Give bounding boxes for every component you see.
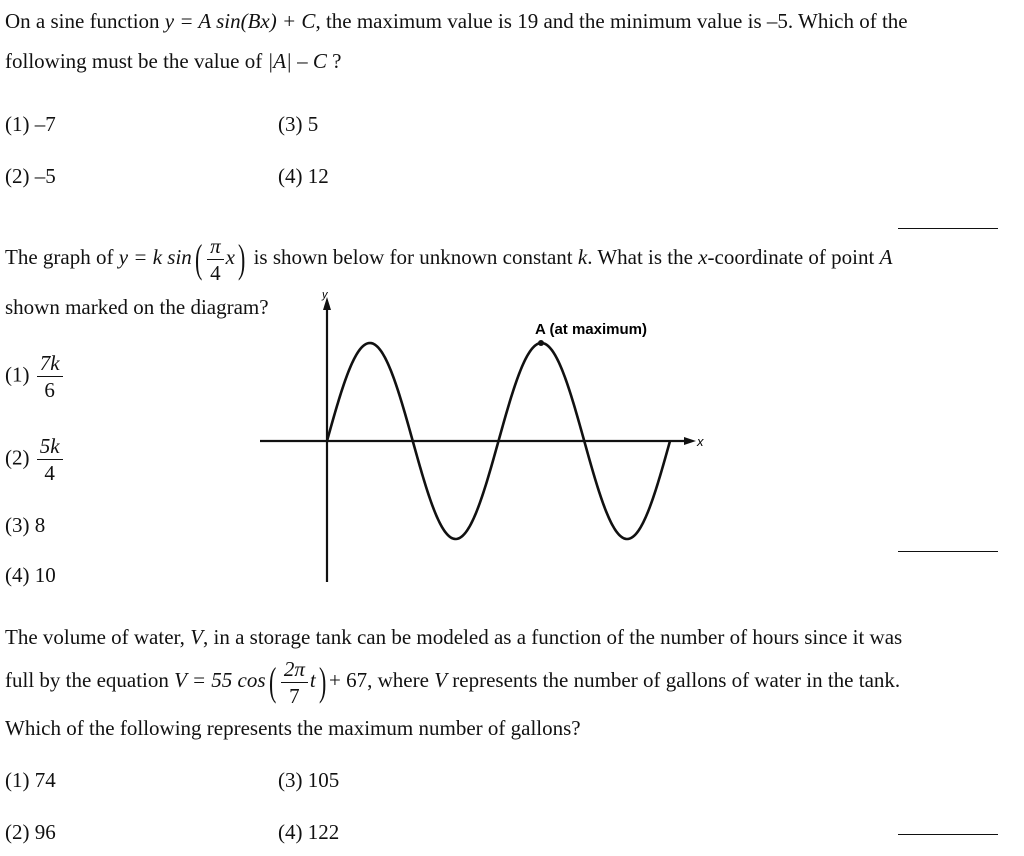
q1-choice-1: (1) –7 — [5, 112, 56, 136]
q3-choice-4: (4) 122 — [278, 820, 340, 844]
point-a — [538, 340, 544, 346]
q2-variable: x — [225, 245, 235, 269]
q1-line1 — [5, 9, 908, 34]
q2-fraction: $\frac{\pi}{4}$ — [207, 233, 224, 286]
q2-line2: shown marked on the diagram? — [5, 295, 269, 319]
q1-choice-3: (3) 5 — [278, 112, 319, 136]
q3-choice-1: (1) 74 — [5, 768, 56, 792]
q3-line1: The volume of water, V, in a storage tank can be modeled as a function of the number of hours since it was — [5, 625, 903, 649]
right-paren: ) — [237, 236, 246, 282]
q1-text: following must be the value of — [5, 49, 263, 73]
q1-expression: |A| – C — [267, 49, 327, 73]
q3-equation: V = 55 cos — [174, 668, 266, 692]
q2-choice-1: (1) $\frac{7k}{6}$ — [5, 350, 65, 403]
q1-choice-2: (2) –5 — [5, 164, 56, 188]
q1-equation: y = A sin(Bx) + C — [164, 9, 316, 33]
q2-choice-4: (4) 10 — [5, 563, 56, 587]
q3-line2: full by the equation V = 55 cos( $\frac{2\pi}{7}$ t) + 67, where V represents the number of gallons of water in the tank. — [5, 656, 901, 708]
q3-choice-3: (3) 105 — [278, 768, 340, 792]
left-paren: ( — [268, 659, 276, 705]
right-paren: ) — [318, 659, 327, 705]
q3-answer-line — [898, 834, 998, 835]
y-axis-label: y — [322, 289, 328, 301]
q2-equation: y = k sin — [118, 245, 192, 269]
q2-answer-line — [898, 551, 998, 552]
q1-text: , the maximum value is 19 and the minimum value is — [315, 9, 762, 33]
q2-choice-3: (3) 8 — [5, 513, 46, 537]
q1-text: On a sine function — [5, 9, 160, 33]
q3-choice-2: (2) 96 — [5, 820, 56, 844]
point-a-label: A (at maximum) — [535, 321, 647, 338]
x-axis-arrow — [684, 437, 696, 445]
x-axis-label: x — [697, 434, 704, 449]
q1-choice-4: (4) 12 — [278, 164, 329, 188]
q2-text: is shown below for unknown constant — [253, 245, 573, 269]
q2-text: The graph of — [5, 245, 114, 269]
q1-line2 — [5, 49, 341, 74]
q1-text: . Which of the — [787, 9, 908, 33]
sine-graph — [250, 285, 720, 590]
q2-line1: The graph of y = k sin( $\frac{\pi}{4}$ x) is shown below for unknown constant k. What is the x-coordinate of point A — [5, 233, 893, 285]
q2-choice-1-fraction: $\frac{7k}{6}$ — [37, 350, 63, 403]
q2-choice-2: (2) $\frac{5k}{4}$ — [5, 433, 65, 486]
left-paren: ( — [194, 236, 203, 282]
q3-fraction: $\frac{2\pi}{7}$ — [281, 656, 308, 709]
q1-text: ? — [332, 49, 342, 73]
q3-line3: Which of the following represents the maximum number of gallons? — [5, 716, 581, 740]
q2-choice-2-fraction: $\frac{5k}{4}$ — [37, 433, 63, 486]
q1-min-value: –5 — [766, 9, 788, 33]
q1-answer-line — [898, 228, 998, 229]
